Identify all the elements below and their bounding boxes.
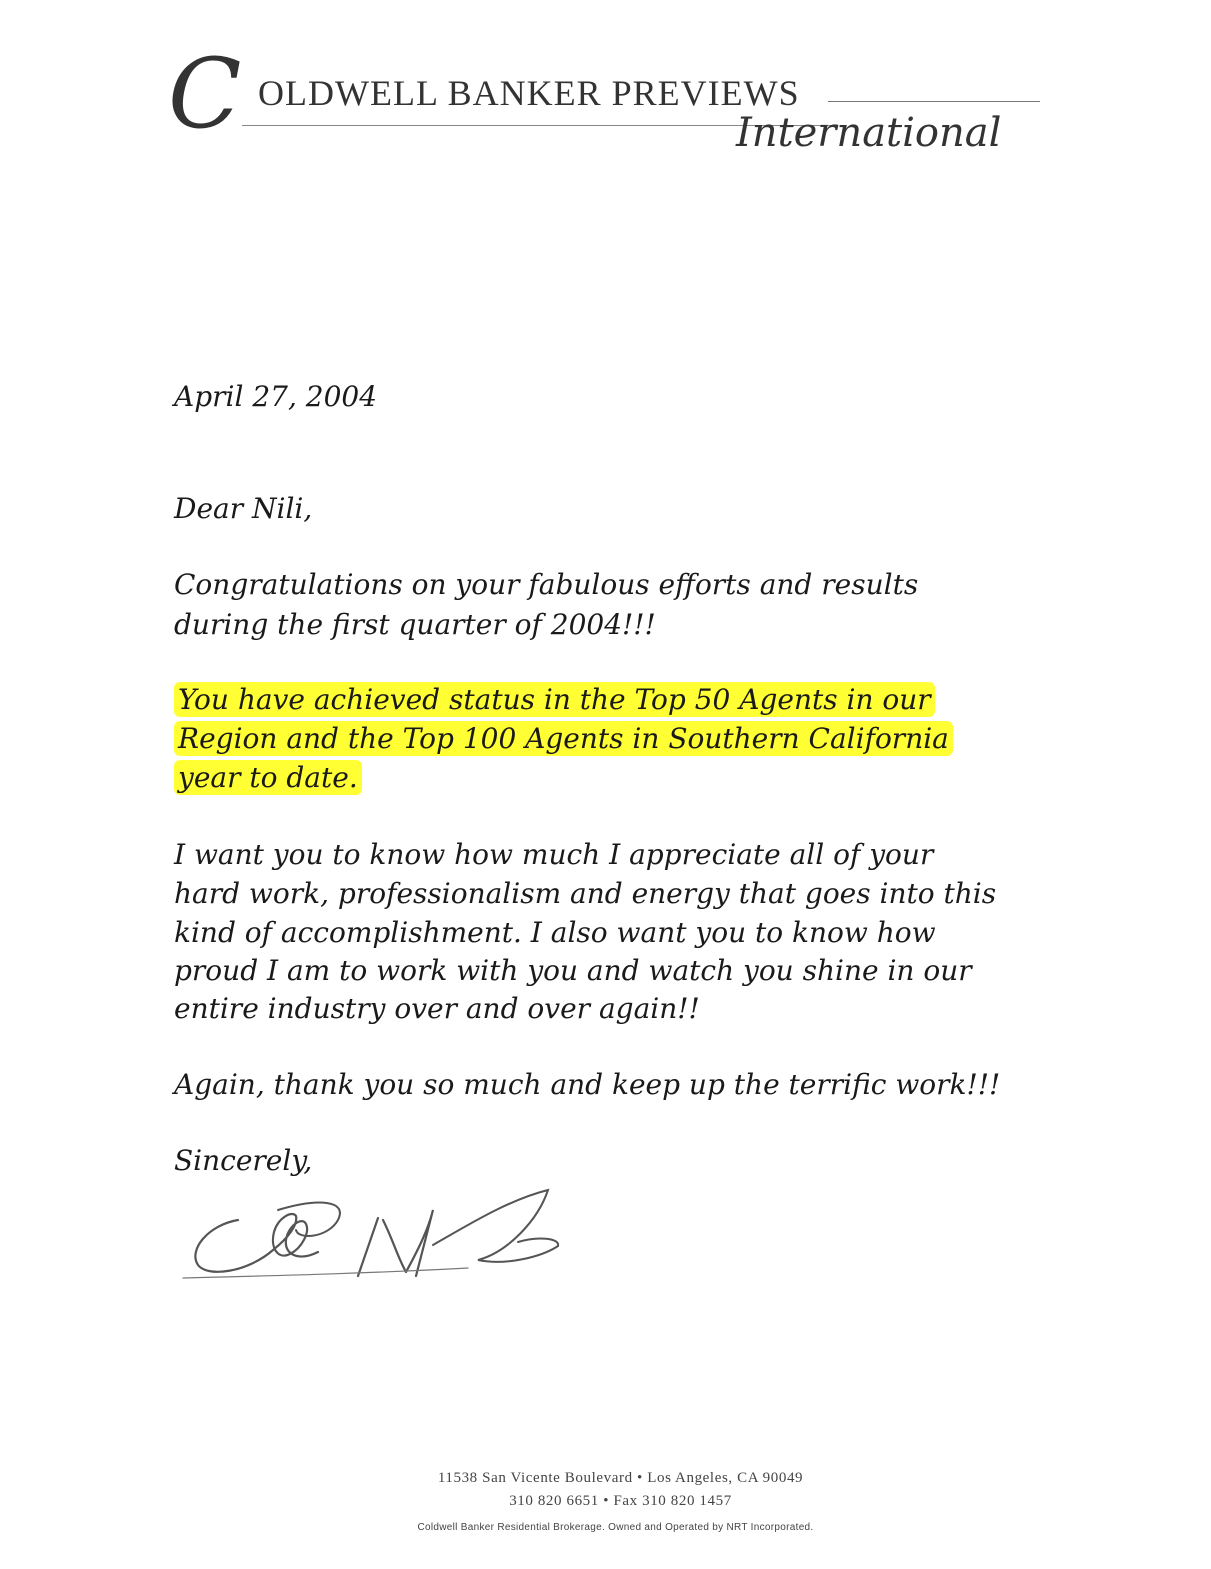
letter-date: April 27, 2004 [174,380,378,413]
highlighted-text: year to date. [174,760,362,795]
signature-image [178,1180,578,1290]
footer-legal: Coldwell Banker Residential Brokerage. Owned and Operated by NRT Incorporated. [417,1522,814,1533]
footer-phone: 310 820 6651 • Fax 310 820 1457 [509,1493,732,1509]
paragraph3-line: entire industry over and over again!! [174,992,700,1025]
paragraph1-line: Congratulations on your fabulous efforts and results [174,568,919,601]
highlighted-line [174,724,953,755]
highlighted-text: Region and the Top 100 Agents in Southern California [174,721,953,756]
paragraph3-line: proud I am to work with you and watch you shine in our [174,954,972,987]
letter-salutation: Dear Nili, [174,492,313,525]
letter-closing: Sincerely, [174,1144,313,1177]
logo-brand-name: OLDWELL BANKER PREVIEWS [258,73,800,113]
highlighted-line [174,685,935,716]
logo-rule-top [828,101,1040,102]
paragraph3-line: I want you to know how much I appreciate all of your [174,838,934,871]
logo-initial: C [168,38,242,150]
letterhead-logo [160,38,1050,168]
paragraph4: Again, thank you so much and keep up the terrific work!!! [174,1068,1001,1101]
highlighted-text: You have achieved status in the Top 50 Agents in our [174,682,935,717]
logo-subtitle: International [736,110,1002,156]
footer-address: 11538 San Vicente Boulevard • Los Angeles, CA 90049 [437,1470,804,1486]
paragraph3-line: hard work, professionalism and energy that goes into this [174,877,997,910]
paragraph1-line: during the first quarter of 2004!!! [174,608,656,641]
highlighted-line [174,763,362,794]
paragraph3-line: kind of accomplishment. I also want you to know how [174,916,936,949]
